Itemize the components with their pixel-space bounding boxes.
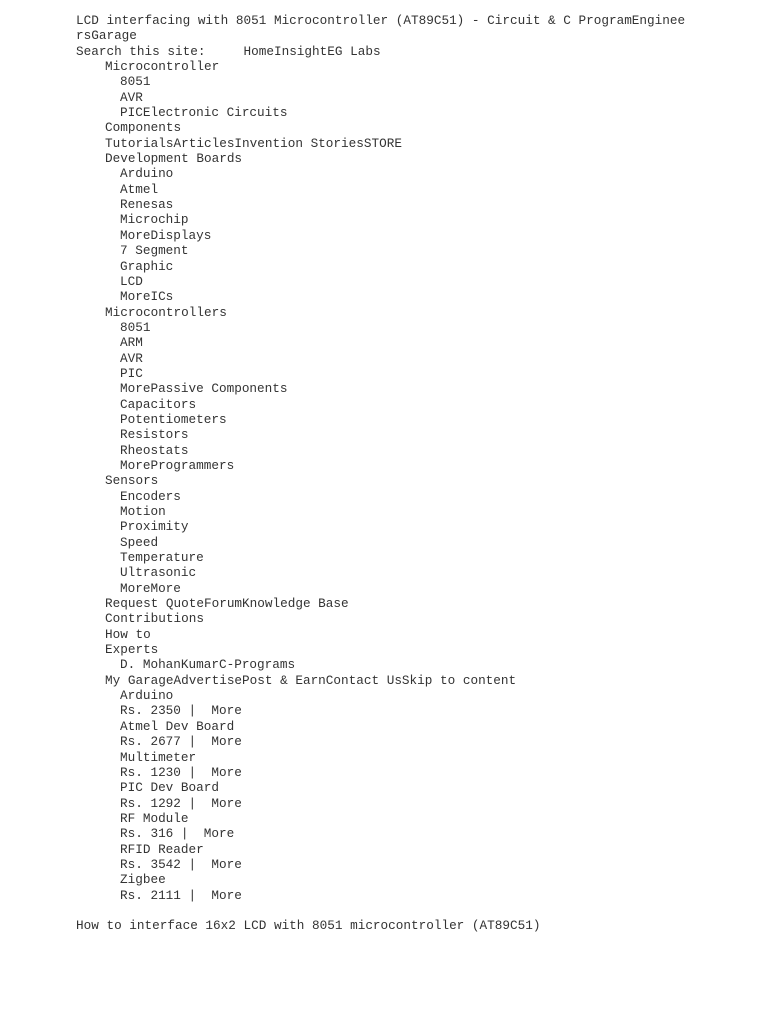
nav-s-proximity[interactable]: Proximity bbox=[120, 519, 189, 535]
store-item-name[interactable]: Zigbee bbox=[120, 872, 166, 888]
store-item-name[interactable]: RF Module bbox=[120, 810, 189, 826]
nav-mcs-more-passive-components[interactable]: MorePassive Components bbox=[120, 381, 288, 397]
nav-s-moremore[interactable]: MoreMore bbox=[120, 580, 181, 596]
nav-disp-lcd[interactable]: LCD bbox=[120, 273, 143, 289]
nav-db-more-displays[interactable]: MoreDisplays bbox=[120, 227, 212, 243]
store-item-name[interactable]: Arduino bbox=[120, 688, 174, 704]
nav-request-quote-row[interactable]: Request QuoteForumKnowledge Base bbox=[105, 596, 349, 612]
store-item-price[interactable]: Rs. 3542 | More bbox=[120, 856, 242, 872]
nav-db-renesas[interactable]: Renesas bbox=[120, 197, 174, 213]
nav-db-atmel[interactable]: Atmel bbox=[120, 181, 159, 197]
store-item-price[interactable]: Rs. 1292 | More bbox=[120, 795, 242, 811]
store-item-price[interactable]: Rs. 2677 | More bbox=[120, 734, 242, 750]
nav-my-garage-row[interactable]: My GarageAdvertisePost & EarnContact UsSkip to content bbox=[105, 672, 517, 688]
nav-disp-more-ics[interactable]: MoreICs bbox=[120, 289, 174, 305]
store-item-price[interactable]: Rs. 316 | More bbox=[120, 826, 235, 842]
nav-pc-potentiometers[interactable]: Potentiometers bbox=[120, 411, 227, 427]
spacer bbox=[76, 903, 768, 918]
nav-tutorials-row[interactable]: TutorialsArticlesInvention StoriesSTORE bbox=[105, 135, 402, 151]
search-gap bbox=[205, 44, 243, 59]
nav-mcs-arm[interactable]: ARM bbox=[120, 335, 143, 351]
nav-pc-capacitors[interactable]: Capacitors bbox=[120, 396, 197, 412]
store-item-price[interactable]: Rs. 2111 | More bbox=[120, 887, 242, 903]
page-title-line-1: LCD interfacing with 8051 Microcontroller (AT89C51) - Circuit & C ProgramEnginee bbox=[76, 13, 686, 28]
nav-development-boards[interactable]: Development Boards bbox=[105, 151, 243, 167]
nav-components[interactable]: Components bbox=[105, 120, 182, 136]
nav-mcs-pic[interactable]: PIC bbox=[120, 365, 143, 381]
store-item-name[interactable]: PIC Dev Board bbox=[120, 780, 219, 796]
nav-experts[interactable]: Experts bbox=[105, 642, 159, 658]
nav-s-ultrasonic[interactable]: Ultrasonic bbox=[120, 565, 197, 581]
search-row bbox=[76, 44, 768, 59]
nav-pc-resistors[interactable]: Resistors bbox=[120, 427, 189, 443]
article-heading: How to interface 16x2 LCD with 8051 microcontroller (AT89C51) bbox=[76, 918, 541, 934]
nav-mc-avr[interactable]: AVR bbox=[120, 89, 143, 105]
nav-pc-rheostats[interactable]: Rheostats bbox=[120, 442, 189, 458]
nav-how-to[interactable]: How to bbox=[105, 626, 151, 642]
nav-s-speed[interactable]: Speed bbox=[120, 534, 159, 550]
nav-mc-8051[interactable]: 8051 bbox=[120, 74, 151, 90]
store-item-name[interactable]: Atmel Dev Board bbox=[120, 718, 235, 734]
search-label: Search this site: bbox=[76, 43, 206, 59]
nav-contributions[interactable]: Contributions bbox=[105, 611, 204, 627]
nav-mcs-avr[interactable]: AVR bbox=[120, 350, 143, 366]
top-nav-links[interactable]: HomeInsightEG Labs bbox=[243, 43, 381, 59]
store-item-price[interactable]: Rs. 2350 | More bbox=[120, 703, 242, 719]
nav-expert-mohan[interactable]: D. MohanKumarC-Programs bbox=[120, 657, 296, 673]
page-title-line-2: rsGarage bbox=[76, 28, 137, 44]
store-item-price[interactable]: Rs. 1230 | More bbox=[120, 764, 242, 780]
nav-db-microchip[interactable]: Microchip bbox=[120, 212, 189, 228]
nav-mcs-8051[interactable]: 8051 bbox=[120, 319, 151, 335]
nav-disp-7-segment[interactable]: 7 Segment bbox=[120, 243, 189, 259]
nav-mc-pic-electronic-circuits[interactable]: PICElectronic Circuits bbox=[120, 105, 288, 121]
nav-s-temperature[interactable]: Temperature bbox=[120, 550, 204, 566]
store-item-name[interactable]: Multimeter bbox=[120, 749, 197, 765]
nav-pc-more-programmers[interactable]: MoreProgrammers bbox=[120, 457, 235, 473]
nav-db-arduino[interactable]: Arduino bbox=[120, 166, 174, 182]
nav-s-encoders[interactable]: Encoders bbox=[120, 488, 181, 504]
nav-microcontrollers[interactable]: Microcontrollers bbox=[105, 304, 227, 320]
nav-sensors[interactable]: Sensors bbox=[105, 473, 159, 489]
nav-microcontroller[interactable]: Microcontroller bbox=[105, 59, 220, 75]
store-item-name[interactable]: RFID Reader bbox=[120, 841, 204, 857]
nav-s-motion[interactable]: Motion bbox=[120, 504, 166, 519]
nav-disp-graphic[interactable]: Graphic bbox=[120, 258, 174, 274]
